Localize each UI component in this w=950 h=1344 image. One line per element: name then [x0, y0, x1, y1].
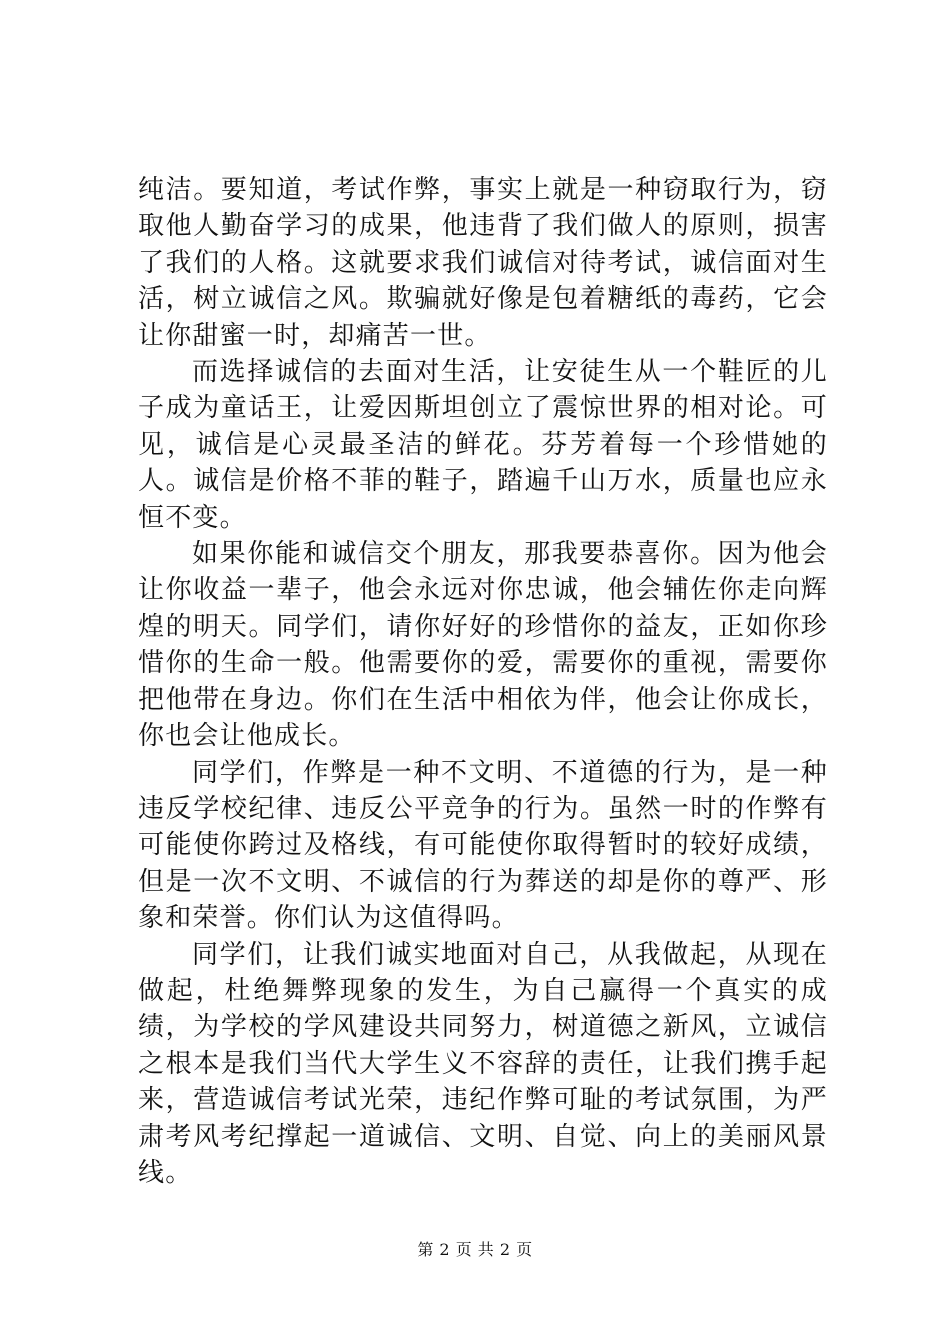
paragraph-4: 同学们，作弊是一种不文明、不道德的行为，是一种违反学校纪律、违反公平竞争的行为。虽然一时的作弊有可能使你跨过及格线，有可能使你取得暂时的较好成绩，但是一次不文明、不诚信的行为葬送的却是你的尊严、形象和荣誉。你们认为这值得吗。	[138, 757, 828, 934]
paragraph-1: 纯洁。要知道，考试作弊，事实上就是一种窃取行为，窃取他人勤奋学习的成果，他违背了我们做人的原则，损害了我们的人格。这就要求我们诚信对待考试，诚信面对生活，树立诚信之风。欺骗就好像是包着糖纸的毒药，它会让你甜蜜一时，却痛苦一世。	[138, 175, 828, 351]
paragraph-5: 同学们，让我们诚实地面对自己，从我做起，从现在做起，杜绝舞弊现象的发生，为自己赢得一个真实的成绩，为学校的学风建设共同努力，树道德之新风，立诚信之根本是我们当代大学生义不容辞的责任，让我们携手起来，营造诚信考试光荣，违纪作弊可耻的考试氛围，为严肃考风考纪撑起一道诚信、文明、自觉、向上的美丽风景线。	[138, 939, 828, 1188]
page-number-footer: 第 2 页 共 2 页	[417, 1240, 533, 1259]
paragraph-2: 而选择诚信的去面对生活，让安徒生从一个鞋匠的儿子成为童话王，让爱因斯坦创立了震惊世界的相对论。可见，诚信是心灵最圣洁的鲜花。芬芳着每一个珍惜她的人。诚信是价格不菲的鞋子，踏遍千山万水，质量也应永恒不变。	[138, 357, 828, 533]
document-body	[138, 172, 828, 1191]
paragraph-3: 如果你能和诚信交个朋友，那我要恭喜你。因为他会让你收益一辈子，他会永远对你忠诚，他会辅佐你走向辉煌的明天。同学们，请你好好的珍惜你的益友，正如你珍惜你的生命一般。他需要你的爱，需要你的重视，需要你把他带在身边。你们在生活中相依为伴，他会让你成长，你也会让他成长。	[138, 539, 828, 752]
